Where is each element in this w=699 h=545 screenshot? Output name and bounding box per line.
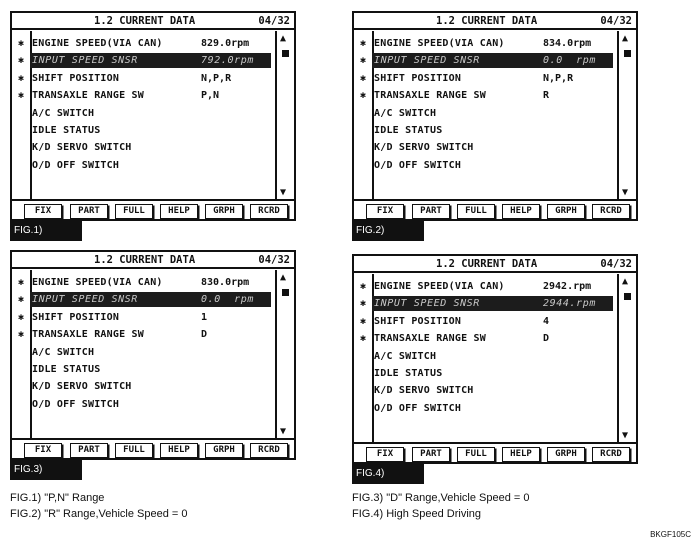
item-value: 0.0 rpm xyxy=(201,294,254,306)
data-list xyxy=(12,274,276,413)
scrollbar[interactable] xyxy=(275,31,294,200)
screen-header xyxy=(354,13,638,30)
item-value: 2942.rpm xyxy=(543,281,592,292)
fkey-help-button[interactable]: HELP xyxy=(160,204,198,219)
caption-fig2: FIG.2) "R" Range,Vehicle Speed = 0 xyxy=(10,508,188,520)
item-label: O/D OFF SWITCH xyxy=(374,402,462,414)
data-row[interactable] xyxy=(12,139,276,156)
data-row[interactable] xyxy=(12,361,276,378)
data-row[interactable] xyxy=(12,35,276,52)
fixed-item-marker: ✱ xyxy=(359,90,367,102)
item-value: N,P,R xyxy=(543,72,574,84)
fixed-item-marker: ✱ xyxy=(359,55,367,67)
fixed-item-marker: ✱ xyxy=(359,281,367,292)
data-row[interactable] xyxy=(12,326,276,343)
scroll-down-icon[interactable]: ▼ xyxy=(622,430,629,441)
item-label: SHIFT POSITION xyxy=(374,315,462,327)
item-label: TRANSAXLE RANGE SW xyxy=(32,329,144,341)
fkey-grph-button[interactable]: GRPH xyxy=(205,204,243,219)
fkey-help-button[interactable]: HELP xyxy=(502,204,540,219)
item-label: ENGINE SPEED(VIA CAN) xyxy=(374,38,505,49)
fkey-full-button[interactable]: FULL xyxy=(457,204,495,219)
data-row[interactable] xyxy=(354,105,618,122)
fixed-item-marker: ✱ xyxy=(17,55,25,67)
data-row[interactable] xyxy=(12,309,276,326)
item-label: IDLE STATUS xyxy=(374,124,443,136)
item-label: A/C SWITCH xyxy=(32,107,95,119)
fkey-part-button[interactable]: PART xyxy=(70,204,108,219)
item-value: 2944.rpm xyxy=(543,298,596,310)
data-row[interactable] xyxy=(12,157,276,174)
data-row[interactable] xyxy=(12,87,276,104)
fixed-item-marker: ✱ xyxy=(359,315,367,327)
fixed-item-marker: ✱ xyxy=(17,311,25,323)
item-value: 792.0rpm xyxy=(201,55,254,67)
item-value: 4 xyxy=(543,315,550,327)
item-value: R xyxy=(543,90,550,102)
data-row[interactable] xyxy=(354,122,618,139)
item-label: IDLE STATUS xyxy=(32,124,101,136)
scroll-up-icon[interactable]: ▲ xyxy=(280,33,287,44)
fkey-part-button[interactable]: PART xyxy=(412,447,450,462)
fixed-item-marker: ✱ xyxy=(17,294,25,306)
item-label: K/D SERVO SWITCH xyxy=(374,385,474,397)
data-row[interactable] xyxy=(12,378,276,395)
item-label: INPUT SPEED SNSR xyxy=(374,55,480,67)
figure-tag: FIG.3) xyxy=(10,460,82,480)
data-row[interactable] xyxy=(354,382,618,399)
scroll-up-icon[interactable]: ▲ xyxy=(280,272,287,283)
data-list xyxy=(12,35,276,174)
scroll-thumb[interactable] xyxy=(624,50,631,57)
fkey-grph-button[interactable]: GRPH xyxy=(547,447,585,462)
scroll-up-icon[interactable]: ▲ xyxy=(622,33,629,44)
data-row[interactable] xyxy=(354,365,618,382)
fixed-item-marker: ✱ xyxy=(17,38,25,49)
item-value: P,N xyxy=(201,90,220,102)
data-row[interactable] xyxy=(12,396,276,413)
item-label: O/D OFF SWITCH xyxy=(32,159,120,171)
item-value: 829.0rpm xyxy=(201,38,250,49)
function-key-bar xyxy=(12,199,296,221)
item-label: SHIFT POSITION xyxy=(32,72,120,84)
item-label: ENGINE SPEED(VIA CAN) xyxy=(32,277,163,288)
item-label: IDLE STATUS xyxy=(374,367,443,379)
item-value: D xyxy=(543,333,550,345)
fkey-grph-button[interactable]: GRPH xyxy=(205,443,243,458)
screen-header xyxy=(12,13,296,30)
function-key-bar xyxy=(354,199,638,221)
scroll-down-icon[interactable]: ▼ xyxy=(280,187,287,198)
item-value: D xyxy=(201,329,208,341)
scrollbar[interactable] xyxy=(275,270,294,439)
fkey-part-button[interactable]: PART xyxy=(412,204,450,219)
fkey-fix-button[interactable]: FIX xyxy=(366,447,404,462)
fixed-item-marker: ✱ xyxy=(17,90,25,102)
item-label: K/D SERVO SWITCH xyxy=(32,381,132,393)
data-row-selected[interactable] xyxy=(354,295,618,312)
figure-tag: FIG.4) xyxy=(352,464,424,484)
item-label: SHIFT POSITION xyxy=(374,72,462,84)
item-label: A/C SWITCH xyxy=(32,346,95,358)
caption-fig1: FIG.1) "P,N" Range xyxy=(10,492,105,504)
item-value: 830.0rpm xyxy=(201,277,250,288)
data-row-selected[interactable] xyxy=(12,52,276,69)
fkey-full-button[interactable]: FULL xyxy=(457,447,495,462)
item-label: O/D OFF SWITCH xyxy=(374,159,462,171)
data-row-selected[interactable] xyxy=(12,291,276,308)
item-value: 0.0 rpm xyxy=(543,55,596,67)
data-row[interactable] xyxy=(12,274,276,291)
figure-tag: FIG.1) xyxy=(10,221,82,241)
item-label: K/D SERVO SWITCH xyxy=(374,142,474,154)
item-label: INPUT SPEED SNSR xyxy=(32,294,138,306)
fkey-fix-button[interactable]: FIX xyxy=(24,443,62,458)
screen-title: 1.2 CURRENT DATA xyxy=(436,258,538,270)
data-row[interactable] xyxy=(12,105,276,122)
scroll-down-icon[interactable]: ▼ xyxy=(280,426,287,437)
data-row[interactable] xyxy=(354,278,618,295)
item-label: TRANSAXLE RANGE SW xyxy=(374,90,486,102)
item-label: IDLE STATUS xyxy=(32,363,101,375)
data-row[interactable] xyxy=(12,344,276,361)
data-row[interactable] xyxy=(354,87,618,104)
item-label: TRANSAXLE RANGE SW xyxy=(32,90,144,102)
fkey-full-button[interactable]: FULL xyxy=(115,204,153,219)
item-label: A/C SWITCH xyxy=(374,350,437,362)
data-row[interactable] xyxy=(354,70,618,87)
fixed-item-marker: ✱ xyxy=(359,333,367,345)
scanner-panel-4 xyxy=(352,254,638,479)
item-label: TRANSAXLE RANGE SW xyxy=(374,333,486,345)
item-label: INPUT SPEED SNSR xyxy=(32,55,138,67)
item-label: ENGINE SPEED(VIA CAN) xyxy=(32,38,163,49)
fkey-part-button[interactable]: PART xyxy=(70,443,108,458)
data-row[interactable] xyxy=(354,348,618,365)
screen-title: 1.2 CURRENT DATA xyxy=(94,15,196,27)
fixed-item-marker: ✱ xyxy=(359,72,367,84)
scanner-panel-3 xyxy=(10,250,296,475)
screen-title: 1.2 CURRENT DATA xyxy=(94,254,196,266)
item-value: N,P,R xyxy=(201,72,232,84)
page-indicator: 04/32 xyxy=(600,258,632,270)
fkey-rcrd-button[interactable]: RCRD xyxy=(592,204,630,219)
scroll-thumb[interactable] xyxy=(282,289,289,296)
data-row[interactable] xyxy=(354,157,618,174)
function-key-bar xyxy=(12,438,296,460)
item-value: 834.0rpm xyxy=(543,38,592,49)
scanner-screen xyxy=(352,254,638,464)
fkey-fix-button[interactable]: FIX xyxy=(366,204,404,219)
item-label: O/D OFF SWITCH xyxy=(32,398,120,410)
caption-fig3: FIG.3) "D" Range,Vehicle Speed = 0 xyxy=(352,492,530,504)
fkey-help-button[interactable]: HELP xyxy=(160,443,198,458)
scroll-thumb[interactable] xyxy=(624,293,631,300)
fixed-item-marker: ✱ xyxy=(359,38,367,49)
fkey-help-button[interactable]: HELP xyxy=(502,447,540,462)
data-row[interactable] xyxy=(354,35,618,52)
fixed-item-marker: ✱ xyxy=(17,329,25,341)
fkey-fix-button[interactable]: FIX xyxy=(24,204,62,219)
scrollbar[interactable] xyxy=(617,31,636,200)
scanner-screen xyxy=(352,11,638,221)
fkey-rcrd-button[interactable]: RCRD xyxy=(250,204,288,219)
data-row[interactable] xyxy=(354,400,618,417)
item-label: A/C SWITCH xyxy=(374,107,437,119)
scroll-thumb[interactable] xyxy=(282,50,289,57)
screen-title: 1.2 CURRENT DATA xyxy=(436,15,538,27)
caption-right xyxy=(352,490,530,522)
data-list xyxy=(354,35,618,174)
data-row-selected[interactable] xyxy=(354,52,618,69)
caption-left xyxy=(10,490,188,522)
scroll-down-icon[interactable]: ▼ xyxy=(622,187,629,198)
fkey-rcrd-button[interactable]: RCRD xyxy=(250,443,288,458)
function-key-bar xyxy=(354,442,638,464)
figure-code: BKGF105C xyxy=(650,530,691,539)
data-row[interactable] xyxy=(354,330,618,347)
fixed-item-marker: ✱ xyxy=(359,298,367,310)
data-row[interactable] xyxy=(354,313,618,330)
scanner-panel-2 xyxy=(352,11,638,236)
scanner-screen xyxy=(10,250,296,460)
scanner-screen xyxy=(10,11,296,221)
page-indicator: 04/32 xyxy=(600,15,632,27)
data-list xyxy=(354,278,618,417)
caption-fig4: FIG.4) High Speed Driving xyxy=(352,508,481,520)
fkey-full-button[interactable]: FULL xyxy=(115,443,153,458)
page-indicator: 04/32 xyxy=(258,15,290,27)
fkey-rcrd-button[interactable]: RCRD xyxy=(592,447,630,462)
page-indicator: 04/32 xyxy=(258,254,290,266)
item-label: ENGINE SPEED(VIA CAN) xyxy=(374,281,505,292)
fixed-item-marker: ✱ xyxy=(17,72,25,84)
item-label: SHIFT POSITION xyxy=(32,311,120,323)
screen-header xyxy=(354,256,638,273)
item-value: 1 xyxy=(201,311,208,323)
scanner-panel-1 xyxy=(10,11,296,236)
item-label: K/D SERVO SWITCH xyxy=(32,142,132,154)
figure-tag: FIG.2) xyxy=(352,221,424,241)
scrollbar[interactable] xyxy=(617,274,636,443)
scroll-up-icon[interactable]: ▲ xyxy=(622,276,629,287)
screen-header xyxy=(12,252,296,269)
fkey-grph-button[interactable]: GRPH xyxy=(547,204,585,219)
data-row[interactable] xyxy=(12,122,276,139)
item-label: INPUT SPEED SNSR xyxy=(374,298,480,310)
data-row[interactable] xyxy=(12,70,276,87)
data-row[interactable] xyxy=(354,139,618,156)
fixed-item-marker: ✱ xyxy=(17,277,25,288)
